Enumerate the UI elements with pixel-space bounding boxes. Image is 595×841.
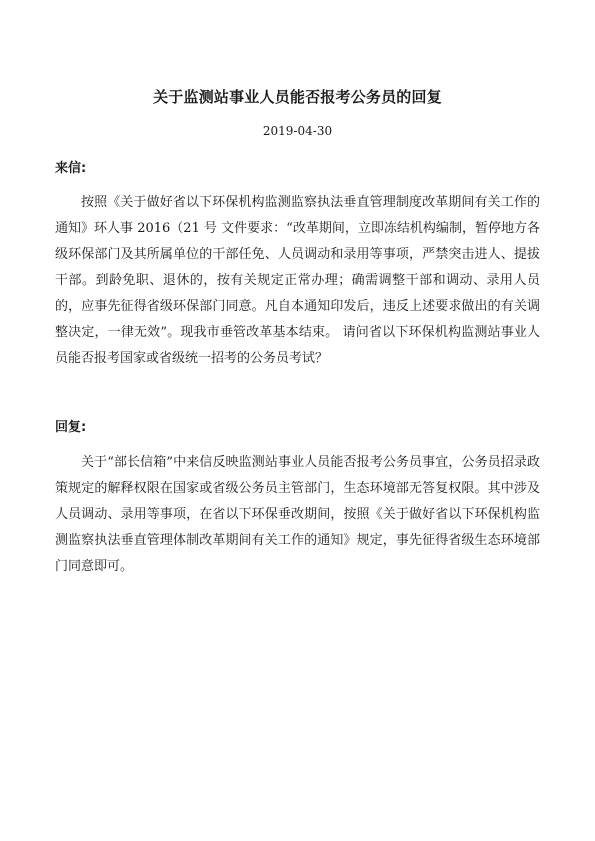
reply-label: 回复: <box>55 420 87 435</box>
letter-body: 按照《关于做好省以下环保机构监测监察执法垂直管理制度改革期间有关工作的通知》环人事 2016（21 号 文件要求：“改革期间，立即冻结机构编制，暂停地方各级环保部门及其所属单位的干部任免、人员调动和录用等事项，严禁突击进人、提拔干部。到龄免职、退休的，按有关规定正常办理；确需调整干部和调动、录用人员的，应事先征得省级环保部门同意。凡自本通知印发后，违反上述要求做出的有关调整决定，一律无效”。现我市垂管改革基本结束。 请问省以下环保机构监测站事业人员能否报考国家或省级统一招考的公务员考试？ <box>55 195 540 366</box>
page-title: 关于监测站事业人员能否报考公务员的回复 <box>153 88 442 106</box>
publish-date: 2019-04-30 <box>262 124 333 138</box>
letter-label: 来信: <box>55 161 87 176</box>
reply-body: 关于“部长信箱”中来信反映监测站事业人员能否报考公务员事宜，公务员招录政策规定的解释权限在国家或省级公务员主管部门，生态环境部无答复权限。其中涉及人员调动、录用等事项，在省以下环保垂改期间，按照《关于做好省以下环保机构监测监察执法垂直管理体制改革期间有关工作的通知》规定，事先征得省级生态环境部门同意即可。 <box>55 455 540 574</box>
